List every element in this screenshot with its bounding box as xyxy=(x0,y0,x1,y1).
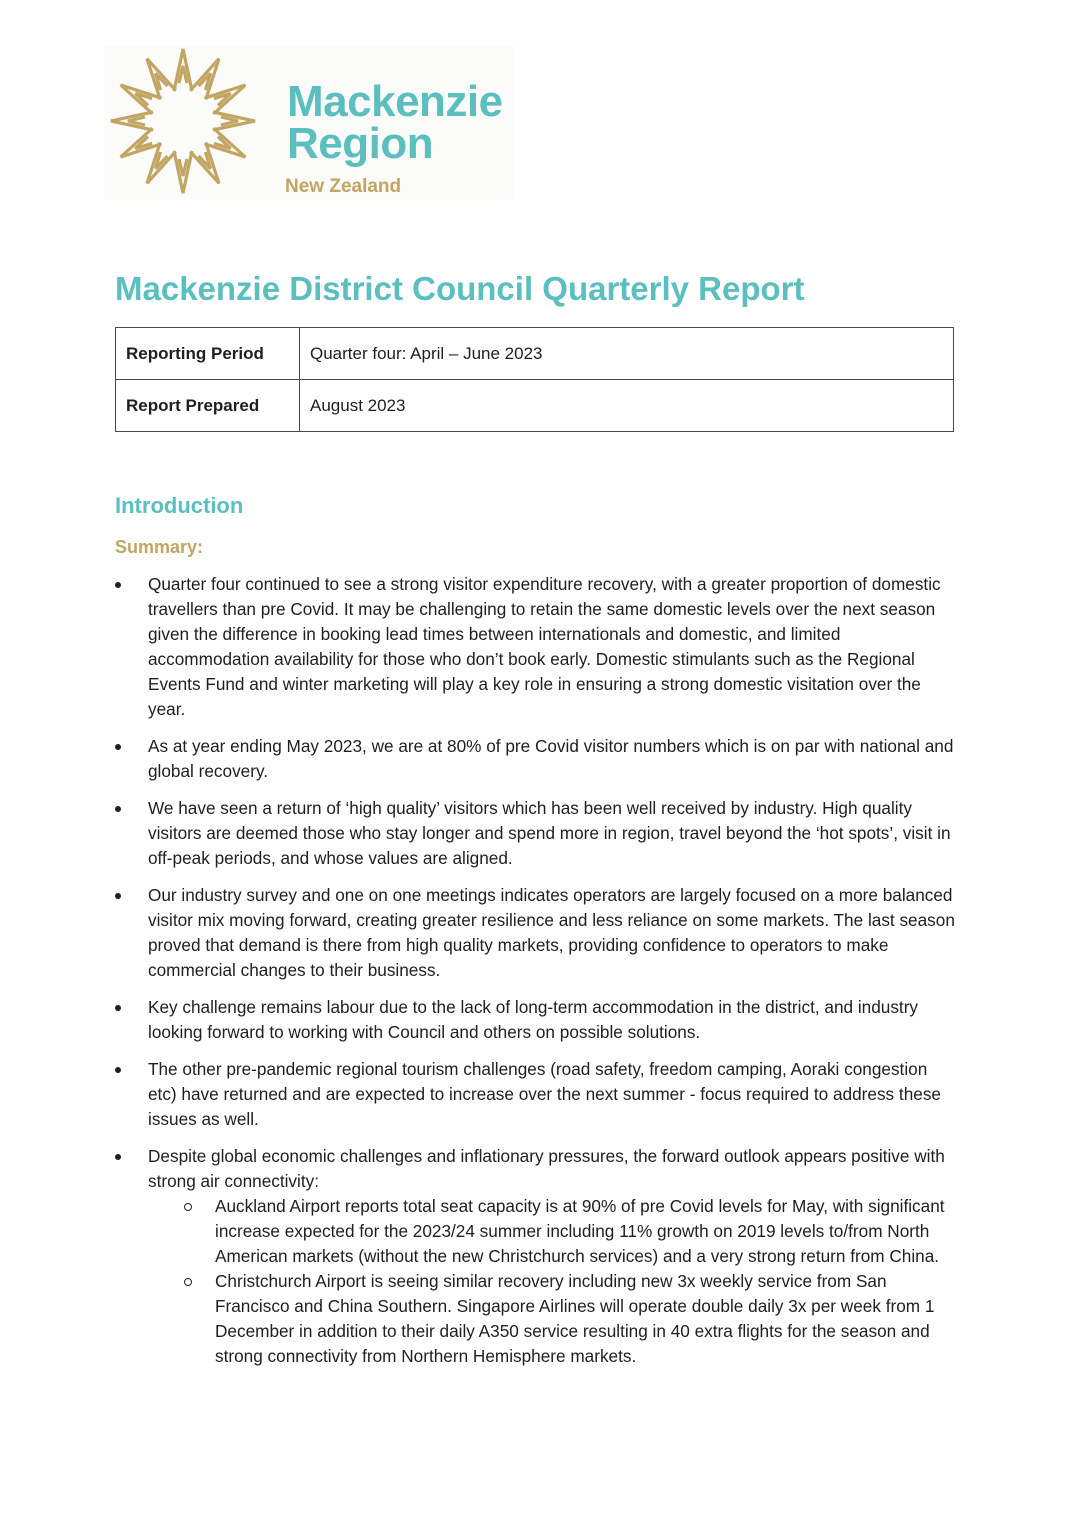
document-title: Mackenzie District Council Quarterly Report xyxy=(115,270,805,307)
list-item xyxy=(115,883,960,983)
bullet-text: Despite global economic challenges and inflationary pressures, the forward outlook appears positive with strong air connectivity: xyxy=(148,1146,945,1191)
meta-row-reporting-period xyxy=(116,328,954,380)
list-item xyxy=(115,572,960,722)
bullet-icon xyxy=(115,806,121,812)
summary-bullet-list xyxy=(115,572,960,1381)
bullet-text: Key challenge remains labour due to the lack of long-term accommodation in the district, and industry looking forward to working with Council and others on possible solutions. xyxy=(148,997,919,1042)
list-item xyxy=(115,1057,960,1132)
bullet-icon xyxy=(115,1005,121,1011)
logo-tagline: New Zealand xyxy=(285,176,402,197)
introduction-heading: Introduction xyxy=(115,493,244,518)
list-item xyxy=(115,796,960,871)
sub-bullet-text: Christchurch Airport is seeing similar recovery including new 3x weekly service from San Francisco and China Southern. Singapore Airlines will operate double daily 3x per week from 1 December in addition to their daily A350 service resulting in 40 extra flights for the season and strong connectivity from Northern Hemisphere markets. xyxy=(215,1271,935,1366)
bullet-icon xyxy=(115,1067,121,1073)
report-meta-table xyxy=(115,327,954,432)
bullet-text: Quarter four continued to see a strong visitor expenditure recovery, with a greater proportion of domestic travellers than pre Covid. It may be challenging to retain the same domestic levels over the next season given the difference in booking lead times between internationals and domestic, and limited accommodation availability for those who don’t book early. Domestic stimulants such as the Regional Events Fund and winter marketing will play a key role in ensuring a strong domestic visitation over the year. xyxy=(148,574,941,719)
logo-wordmark-line2: Region xyxy=(287,119,434,168)
meta-value: August 2023 xyxy=(300,380,954,432)
bullet-icon xyxy=(115,1154,121,1160)
list-item xyxy=(115,734,960,784)
sub-list-item xyxy=(148,1269,960,1369)
bullet-text: Our industry survey and one on one meetings indicates operators are largely focused on a more balanced visitor mix moving forward, creating greater resilience and less reliance on some markets. The last season proved that demand is there from high quality markets, providing confidence to operators to make commercial changes to their business. xyxy=(148,885,955,980)
bullet-text: We have seen a return of ‘high quality’ visitors which has been well received by industry. High quality visitors are deemed those who stay longer and spend more in region, travel beyond the ‘hot spots’, visit in off-peak periods, and whose values are aligned. xyxy=(148,798,951,868)
hollow-bullet-icon xyxy=(184,1203,192,1211)
mackenzie-region-logo xyxy=(104,46,514,200)
hollow-bullet-icon xyxy=(184,1278,192,1286)
list-item xyxy=(115,1144,960,1369)
bullet-text: As at year ending May 2023, we are at 80% of pre Covid visitor numbers which is on par with national and global recovery. xyxy=(148,736,954,781)
sub-list-item xyxy=(148,1194,960,1269)
sub-bullet-text: Auckland Airport reports total seat capacity is at 90% of pre Covid levels for May, with significant increase expected for the 2023/24 summer including 11% growth on 2019 levels to/from North American markets (without the new Christchurch services) and a very strong return from China. xyxy=(215,1196,945,1266)
bullet-icon xyxy=(115,893,121,899)
star-logo-icon xyxy=(108,46,258,196)
bullet-text: The other pre-pandemic regional tourism challenges (road safety, freedom camping, Aoraki congestion etc) have returned and are expected to increase over the next summer - focus required to address these issues as well. xyxy=(148,1059,941,1129)
summary-heading: Summary: xyxy=(115,537,204,557)
bullet-icon xyxy=(115,582,121,588)
meta-row-report-prepared xyxy=(116,380,954,432)
list-item xyxy=(115,995,960,1045)
meta-label: Report Prepared xyxy=(116,380,300,432)
meta-value: Quarter four: April – June 2023 xyxy=(300,328,954,380)
bullet-icon xyxy=(115,744,121,750)
air-connectivity-sub-list xyxy=(148,1194,960,1369)
logo-wordmark-line1: Mackenzie xyxy=(287,77,503,126)
meta-label: Reporting Period xyxy=(116,328,300,380)
